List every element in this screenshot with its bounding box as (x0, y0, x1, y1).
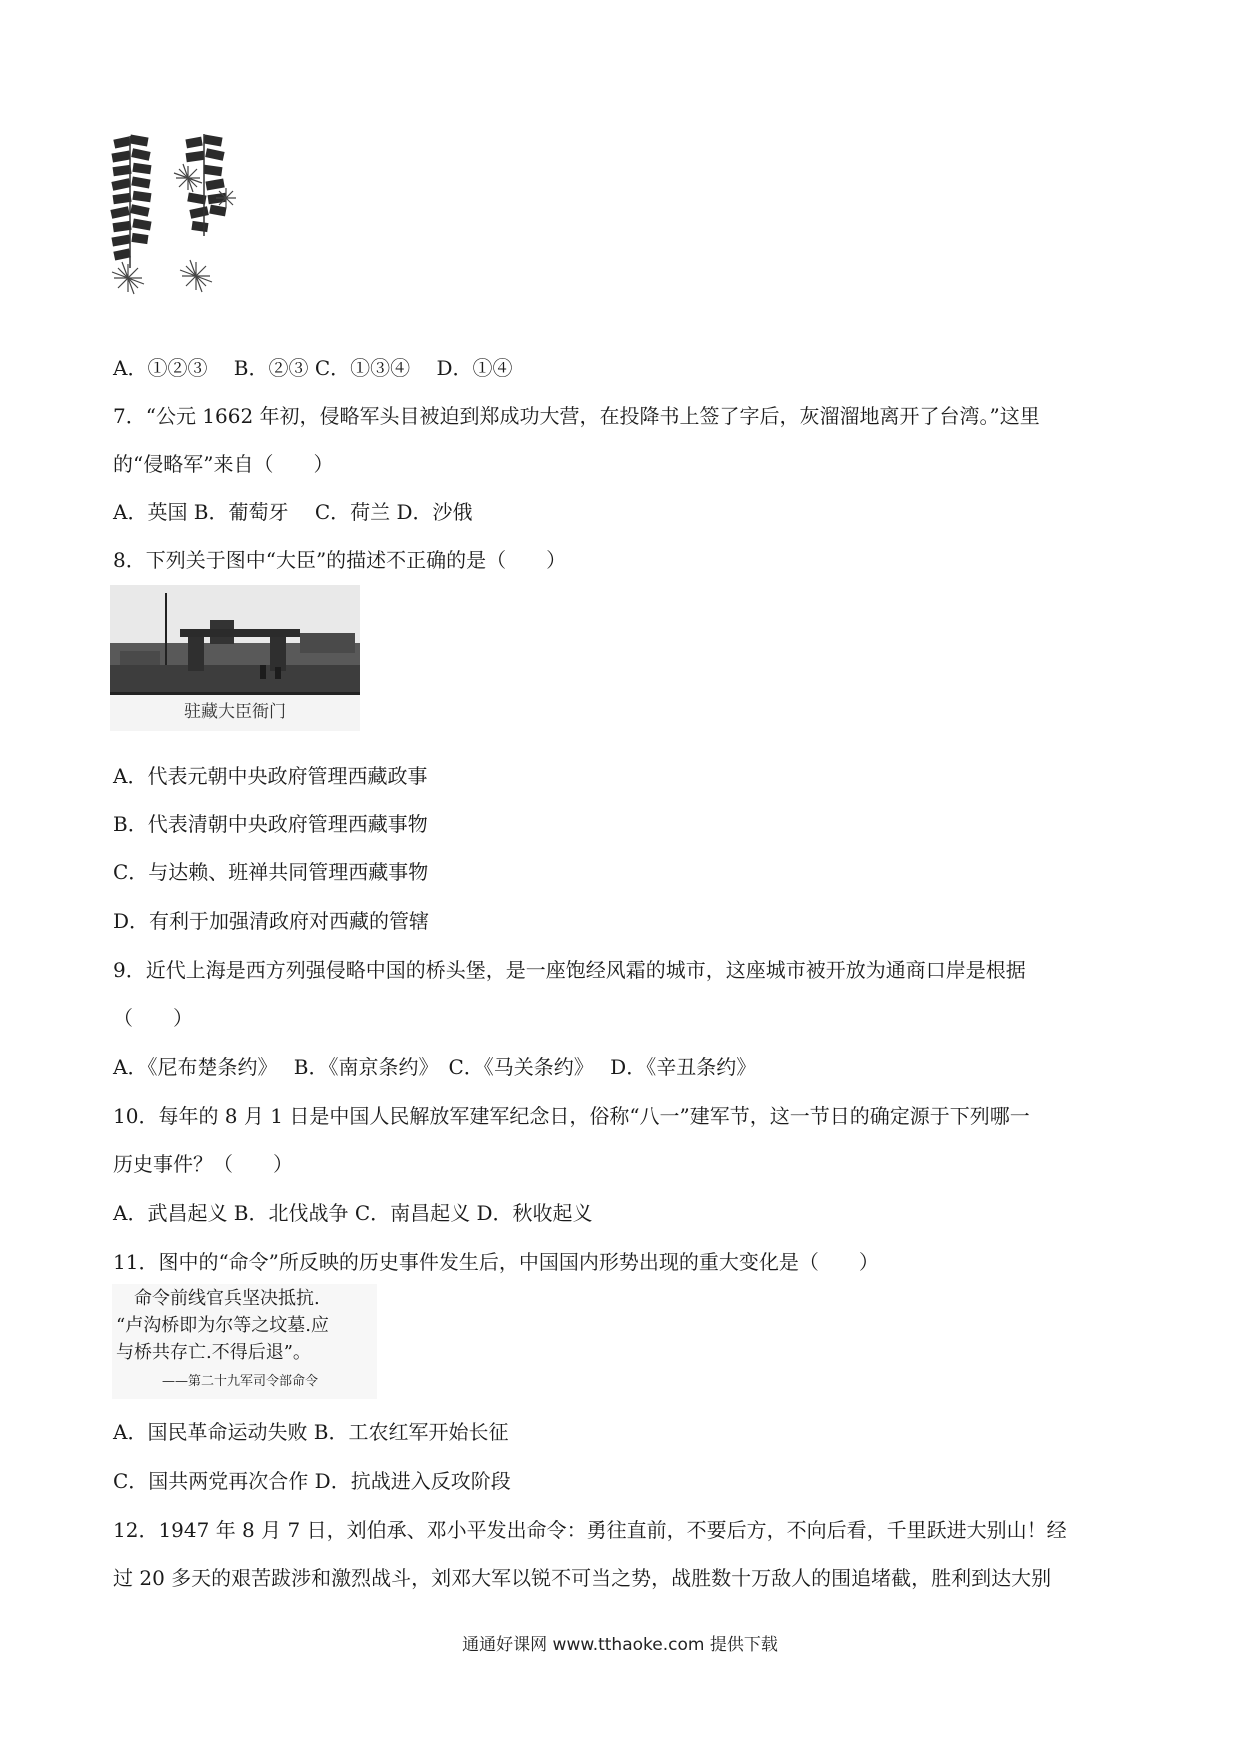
q9-stem-line2: （ ） (113, 1006, 193, 1030)
q12-stem-line1: 12．1947 年 8 月 7 日，刘伯承、邓小平发出命令：勇往直前，不要后方，不向后看，千里跃进大别山！经 (113, 1518, 1067, 1542)
q8-option-c: C．与达赖、班禅共同管理西藏事物 (113, 860, 429, 884)
q11-quote-line2: “卢沟桥即为尔等之坟墓.应 (116, 1315, 329, 1336)
q11-stem: 11．图中的“命令”所反映的历史事件发生后，中国国内形势出现的重大变化是（ ） (113, 1250, 879, 1274)
q11-quote-source: ——第二十九军司令部命令 (162, 1374, 319, 1389)
page-footer: 通通好课网 www.tthaoke.com 提供下载 (462, 1635, 778, 1655)
yamen-photo (110, 585, 360, 695)
q9-stem-line1: 9．近代上海是西方列强侵略中国的桥头堡，是一座饱经风霜的城市，这座城市被开放为通商口岸是根据 (113, 958, 1026, 982)
q7-stem-line2: 的“侵略军”来自（ ） (113, 452, 334, 476)
q8-photo-figure (110, 585, 360, 731)
q8-stem: 8．下列关于图中“大臣”的描述不正确的是（ ） (113, 548, 567, 572)
q6-options: A．①②③ B．②③ C．①③④ D．①④ (113, 356, 513, 380)
q11-options-line2: C．国共两党再次合作 D．抗战进入反攻阶段 (113, 1469, 511, 1493)
q11-quote-line3: 与桥共存亡.不得后退”。 (116, 1342, 311, 1363)
q10-stem-line2: 历史事件？（ ） (113, 1152, 293, 1176)
q7-stem-line1: 7．“公元 1662 年初，侵略军头目被迫到郑成功大营，在投降书上签了字后，灰溜溜地离开了台湾。”这里 (113, 404, 1040, 428)
q8-figure-caption: 驻藏大臣衙门 (184, 702, 286, 722)
firecracker-figure (108, 128, 268, 303)
q11-options-line1: A．国民革命运动失败 B．工农红军开始长征 (113, 1420, 509, 1444)
q10-stem-line1: 10．每年的 8 月 1 日是中国人民解放军建军纪念日，俗称“八一”建军节，这一节日的确定源于下列哪一 (113, 1104, 1030, 1128)
q11-quote-figure (112, 1284, 377, 1399)
q8-option-a: A．代表元朝中央政府管理西藏政事 (113, 764, 428, 788)
q10-options: A．武昌起义 B．北伐战争 C．南昌起义 D．秋收起义 (113, 1201, 593, 1225)
q7-options: A．英国 B．葡萄牙 C．荷兰 D．沙俄 (113, 500, 473, 524)
q8-option-d: D．有利于加强清政府对西藏的管辖 (113, 909, 430, 933)
q8-option-b: B．代表清朝中央政府管理西藏事物 (113, 812, 428, 836)
q12-stem-line2: 过 20 多天的艰苦跋涉和激烈战斗，刘邓大军以锐不可当之势，战胜数十万敌人的围追堵截，胜利到达大别 (113, 1566, 1052, 1590)
q9-options: A．《尼布楚条约》 B．《南京条约》 C．《马关条约》 D．《辛丑条约》 (113, 1055, 757, 1079)
q11-quote-line1: 命令前线官兵坚决抵抗. (134, 1288, 320, 1309)
